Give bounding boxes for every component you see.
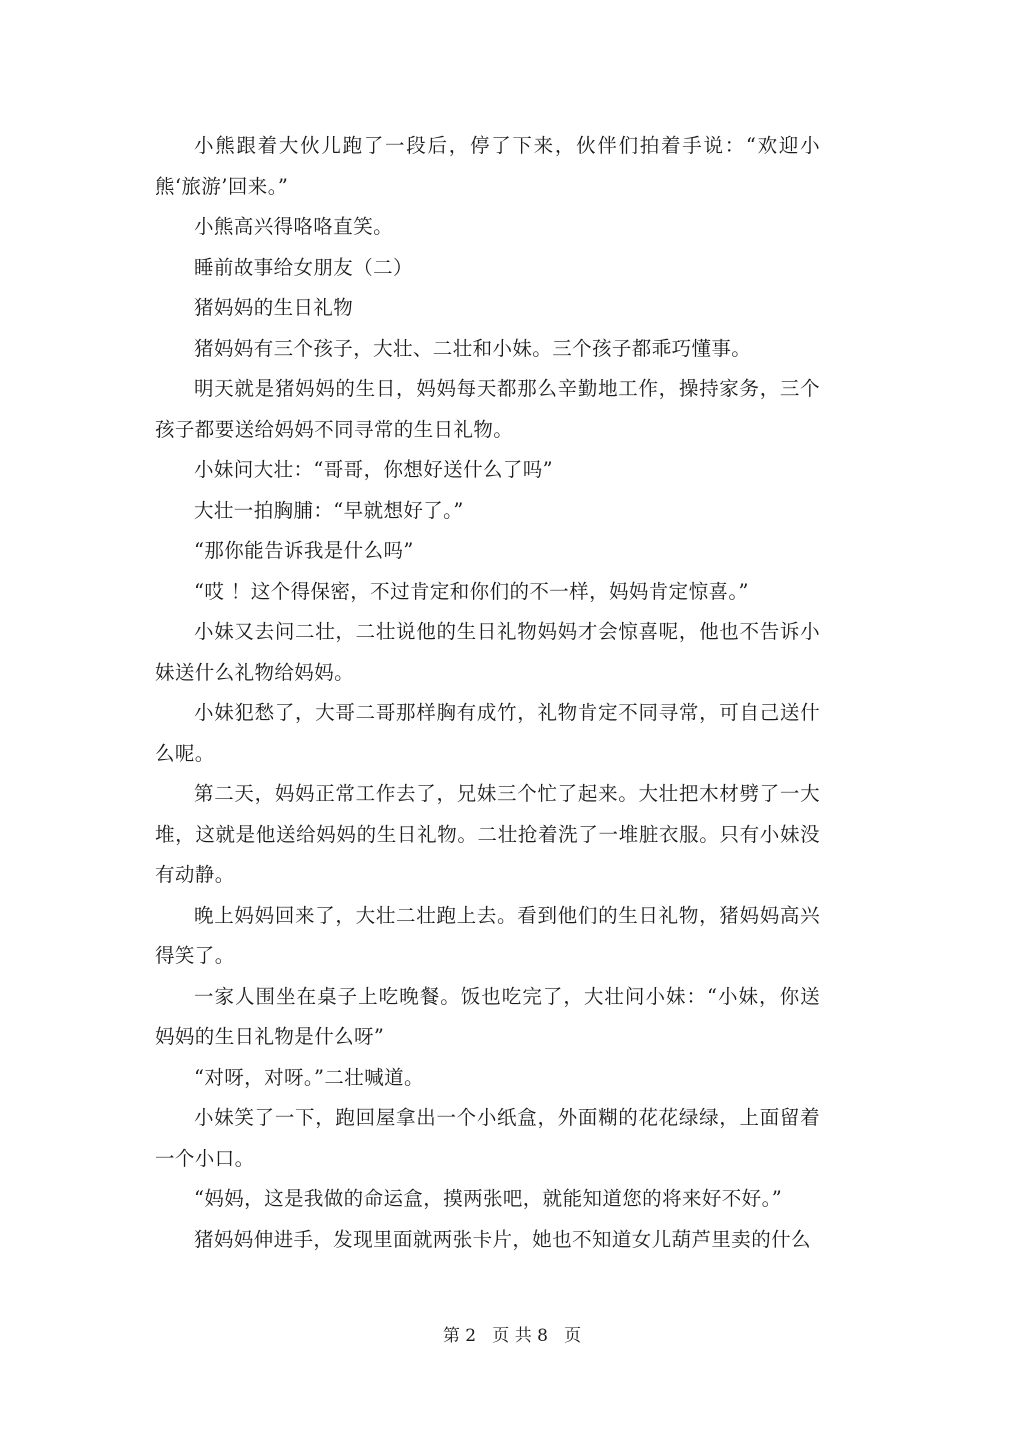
paragraph: 小熊跟着大伙儿跑了一段后，停了下来，伙伴们拍着手说：“欢迎小熊‘旅游’回来。” xyxy=(155,134,820,198)
paragraph: 第二天，妈妈正常工作去了，兄妹三个忙了起来。大壮把木材劈了一大堆，这就是他送给妈妈的生日礼物。二壮抢着洗了一堆脏衣服。只有小妹没有动静。 xyxy=(155,782,820,886)
paragraph: 晚上妈妈回来了，大壮二壮跑上去。看到他们的生日礼物，猪妈妈高兴得笑了。 xyxy=(155,903,820,967)
paragraph: “那你能告诉我是什么吗” xyxy=(194,539,414,562)
paragraph: 小妹笑了一下，跑回屋拿出一个小纸盒，外面糊的花花绿绿，上面留着一个小口。 xyxy=(155,1106,820,1170)
document-body xyxy=(155,126,820,1260)
section-heading: 睡前故事给女朋友（二） xyxy=(194,255,413,279)
paragraph: 小妹犯愁了，大哥二哥那样胸有成竹，礼物肯定不同寻常，可自己送什么呢。 xyxy=(155,701,820,765)
paragraph: 小熊高兴得咯咯直笑。 xyxy=(194,215,394,238)
paragraph: 小妹问大壮：“哥哥，你想好送什么了吗” xyxy=(194,458,554,481)
paragraph: 猪妈妈伸进手，发现里面就两张卡片，她也不知道女儿葫芦里卖的什么 xyxy=(194,1227,811,1251)
paragraph: 一家人围坐在桌子上吃晚餐。饭也吃完了，大壮问小妹：“小妹，你送妈妈的生日礼物是什么呀” xyxy=(155,984,820,1048)
paragraph: “妈妈，这是我做的命运盒，摸两张吧，就能知道您的将来好不好。” xyxy=(194,1187,783,1210)
paragraph: 明天就是猪妈妈的生日，妈妈每天都那么辛勤地工作，操持家务，三个孩子都要送给妈妈不同寻常的生日礼物。 xyxy=(155,377,820,441)
paragraph: “对呀，对呀。”二壮喊道。 xyxy=(194,1065,424,1089)
story-title: 猪妈妈的生日礼物 xyxy=(194,296,354,319)
page-number-footer: 第 2 页 共 8 页 xyxy=(442,1326,582,1346)
paragraph: 猪妈妈有三个孩子，大壮、二壮和小妹。三个孩子都乖巧懂事。 xyxy=(194,336,752,360)
paragraph: 小妹又去问二壮，二壮说他的生日礼物妈妈才会惊喜呢，他也不告诉小妹送什么礼物给妈妈。 xyxy=(155,620,820,684)
paragraph: 大壮一拍胸脯：“早就想好了。” xyxy=(194,498,464,522)
paragraph: “哎 ！这个得保密，不过肯定和你们的不一样，妈妈肯定惊喜。” xyxy=(194,579,749,603)
